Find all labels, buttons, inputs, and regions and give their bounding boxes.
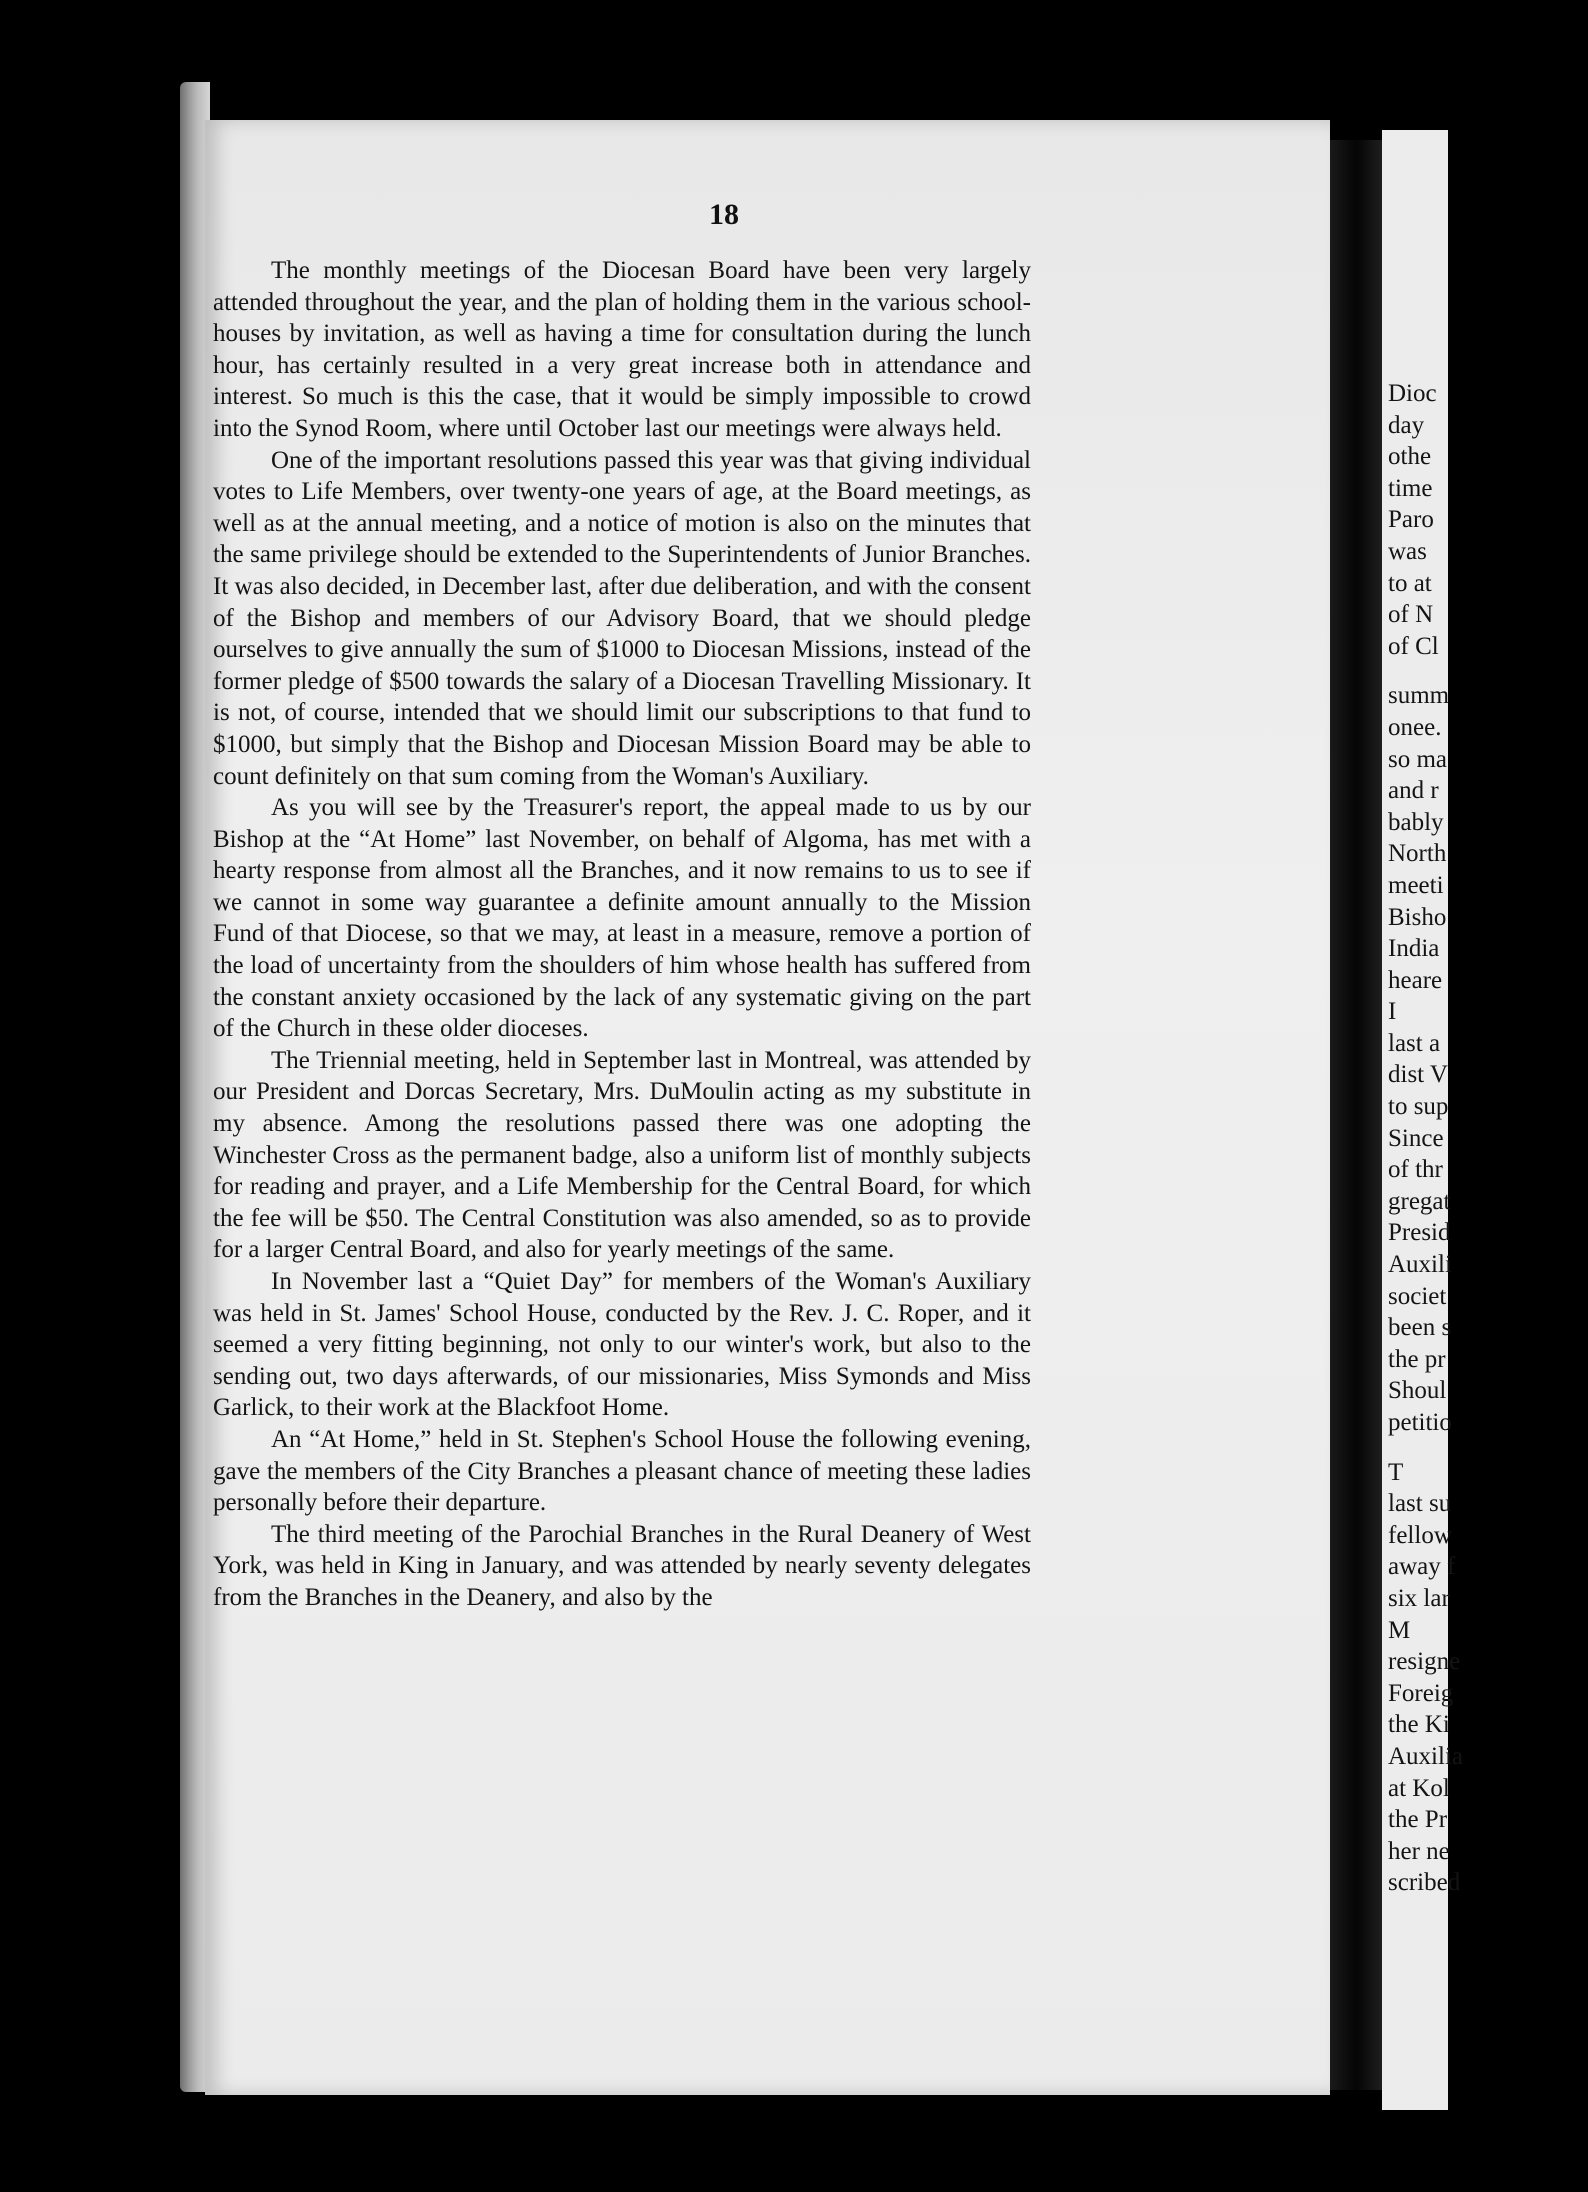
facing-line: last a [1388, 1029, 1441, 1057]
facing-line: her ne [1388, 1837, 1450, 1865]
facing-line: Since [1388, 1124, 1444, 1152]
facing-line: resigne [1388, 1648, 1461, 1676]
paragraph-quiet-day: In November last a “Quiet Day” for members of the Woman's Auxiliary was held in St. James' School House, conducted by the Rev. J. C. Roper, and it seemed a very fitting beginning, not only to our winter's work, but also to the sending out, two days afterwards, of our missionaries, Miss Symonds and Miss Garlick, to their work at the Blackfoot Home. [213, 1268, 1031, 1422]
facing-line: heare [1388, 966, 1443, 994]
paragraph-monthly-meetings: The monthly meetings of the Diocesan Board have been very largely attended throughout the year, and the plan of holding them in the various school-houses by invitation, as well as having a time for consultation during the lunch hour, has certainly resulted in a very great increase both in attendance and interest. So much is this the case, that it would be simply impossible to crowd into the Synod Room, where until October last our meetings were always held. [213, 257, 1031, 442]
facing-line: onee. [1388, 713, 1442, 741]
facing-line: at Kol [1388, 1774, 1450, 1802]
facing-line: North [1388, 840, 1447, 868]
paragraph-resolutions: One of the important resolutions passed this year was that giving individual votes to Life Members, over twenty-one years of age, at the Board meetings, as well as at the annual meeting, and a notice of motion is also on the minutes that the same privilege should be extended to the Superintendents of Junior Branches. It was also decided, in December last, after due deliberation, and with the consent of the Bishop and members of our Advisory Board, that we should pledge ourselves to give annually the sum of $1000 to Diocesan Missions, instead of the former pledge of $500 towards the salary of a Diocesan Travelling Missionary. It is not, of course, intended that we should limit our subscriptions to that fund to $1000, but simply that the Bishop and Diocesan Mission Board may be able to count definitely on that sum coming from the Woman's Auxiliary. [213, 446, 1031, 790]
facing-line: Presid [1388, 1219, 1451, 1247]
facing-line: day [1388, 411, 1425, 439]
facing-line: was [1388, 537, 1427, 565]
facing-line: of N [1388, 601, 1434, 629]
facing-line: petitio [1388, 1409, 1452, 1436]
facing-line: meeti [1388, 871, 1444, 899]
facing-line: M [1388, 1616, 1411, 1644]
facing-line: so ma [1388, 745, 1448, 773]
facing-line: T [1388, 1458, 1404, 1486]
facing-line: Paro [1388, 506, 1434, 534]
facing-line: to at [1388, 569, 1432, 597]
facing-line: societ [1388, 1282, 1447, 1310]
facing-line: fellow [1388, 1521, 1452, 1549]
facing-line: summ [1388, 682, 1450, 710]
facing-line: dist V [1388, 1061, 1448, 1089]
facing-line: Dioc [1388, 380, 1437, 407]
paragraph-triennial-meeting: The Triennial meeting, held in September last in Montreal, was attended by our President and Dorcas Secretary, Mrs. DuMoulin acting as my substitute in my absence. Among the resolutions passed there was one adopting the Winchester Cross as the permanent badge, also a uniform list of monthly subjects for reading and prayer, and a Life Membership for the Central Board, for which the fee will be $50. The Central Constitution was also amended, so as to provide for a larger Central Board, and also for yearly meetings of the same. [213, 1046, 1031, 1264]
facing-line: six lar [1388, 1584, 1450, 1612]
paragraph-west-york: The third meeting of the Parochial Branches in the Rural Deanery of West York, was held in King in January, and was attended by nearly seventy delegates from the Branches in the Deanery, and also by the [213, 1520, 1031, 1611]
facing-line: the Pr [1388, 1806, 1448, 1834]
facing-line: I [1388, 998, 1397, 1026]
facing-line: gregat [1388, 1187, 1451, 1215]
page-body [213, 255, 1031, 1614]
facing-line: Bisho [1388, 903, 1447, 931]
facing-line: Auxilia [1388, 1742, 1463, 1770]
facing-line: last su [1388, 1490, 1452, 1518]
facing-line: and r [1388, 777, 1439, 805]
paragraph-at-home: An “At Home,” held in St. Stephen's School House the following evening, gave the members of the City Branches a pleasant chance of meeting these ladies personally before their departure. [213, 1425, 1031, 1517]
facing-line: othe [1388, 443, 1432, 471]
facing-page-text [1388, 378, 1588, 1899]
facing-line: the Ki [1388, 1711, 1450, 1739]
facing-line: bably [1388, 808, 1444, 836]
paragraph-algoma-appeal: As you will see by the Treasurer's report, the appeal made to us by our Bishop at the “At Home” last November, on behalf of Algoma, has met with a hearty response from almost all the Branches, and it now remains to us to see if we cannot in some way guarantee a definite amount annually to the Mission Fund of that Diocese, so that we may, at least in a measure, remove a portion of the load of uncertainty from the shoulders of him whose health has suffered from the constant anxiety occasioned by the lack of any systematic giving on the part of the Church in these older dioceses. [213, 794, 1031, 1043]
facing-line: away f [1388, 1553, 1456, 1581]
facing-line: to sup [1388, 1093, 1449, 1121]
book-gutter [1330, 140, 1382, 2090]
facing-line: Foreig [1388, 1679, 1454, 1707]
facing-line: India [1388, 935, 1440, 963]
page-number: 18 [709, 198, 739, 231]
facing-line: Shoul [1388, 1377, 1447, 1405]
facing-line: time [1388, 474, 1433, 502]
facing-line: been s [1388, 1314, 1452, 1342]
facing-line: scribed [1388, 1869, 1461, 1897]
facing-page [1382, 130, 1463, 2110]
facing-line: the pr [1388, 1345, 1446, 1373]
facing-line: of Cl [1388, 632, 1439, 660]
facing-line: of thr [1388, 1156, 1443, 1184]
facing-line: Auxili [1388, 1251, 1452, 1279]
